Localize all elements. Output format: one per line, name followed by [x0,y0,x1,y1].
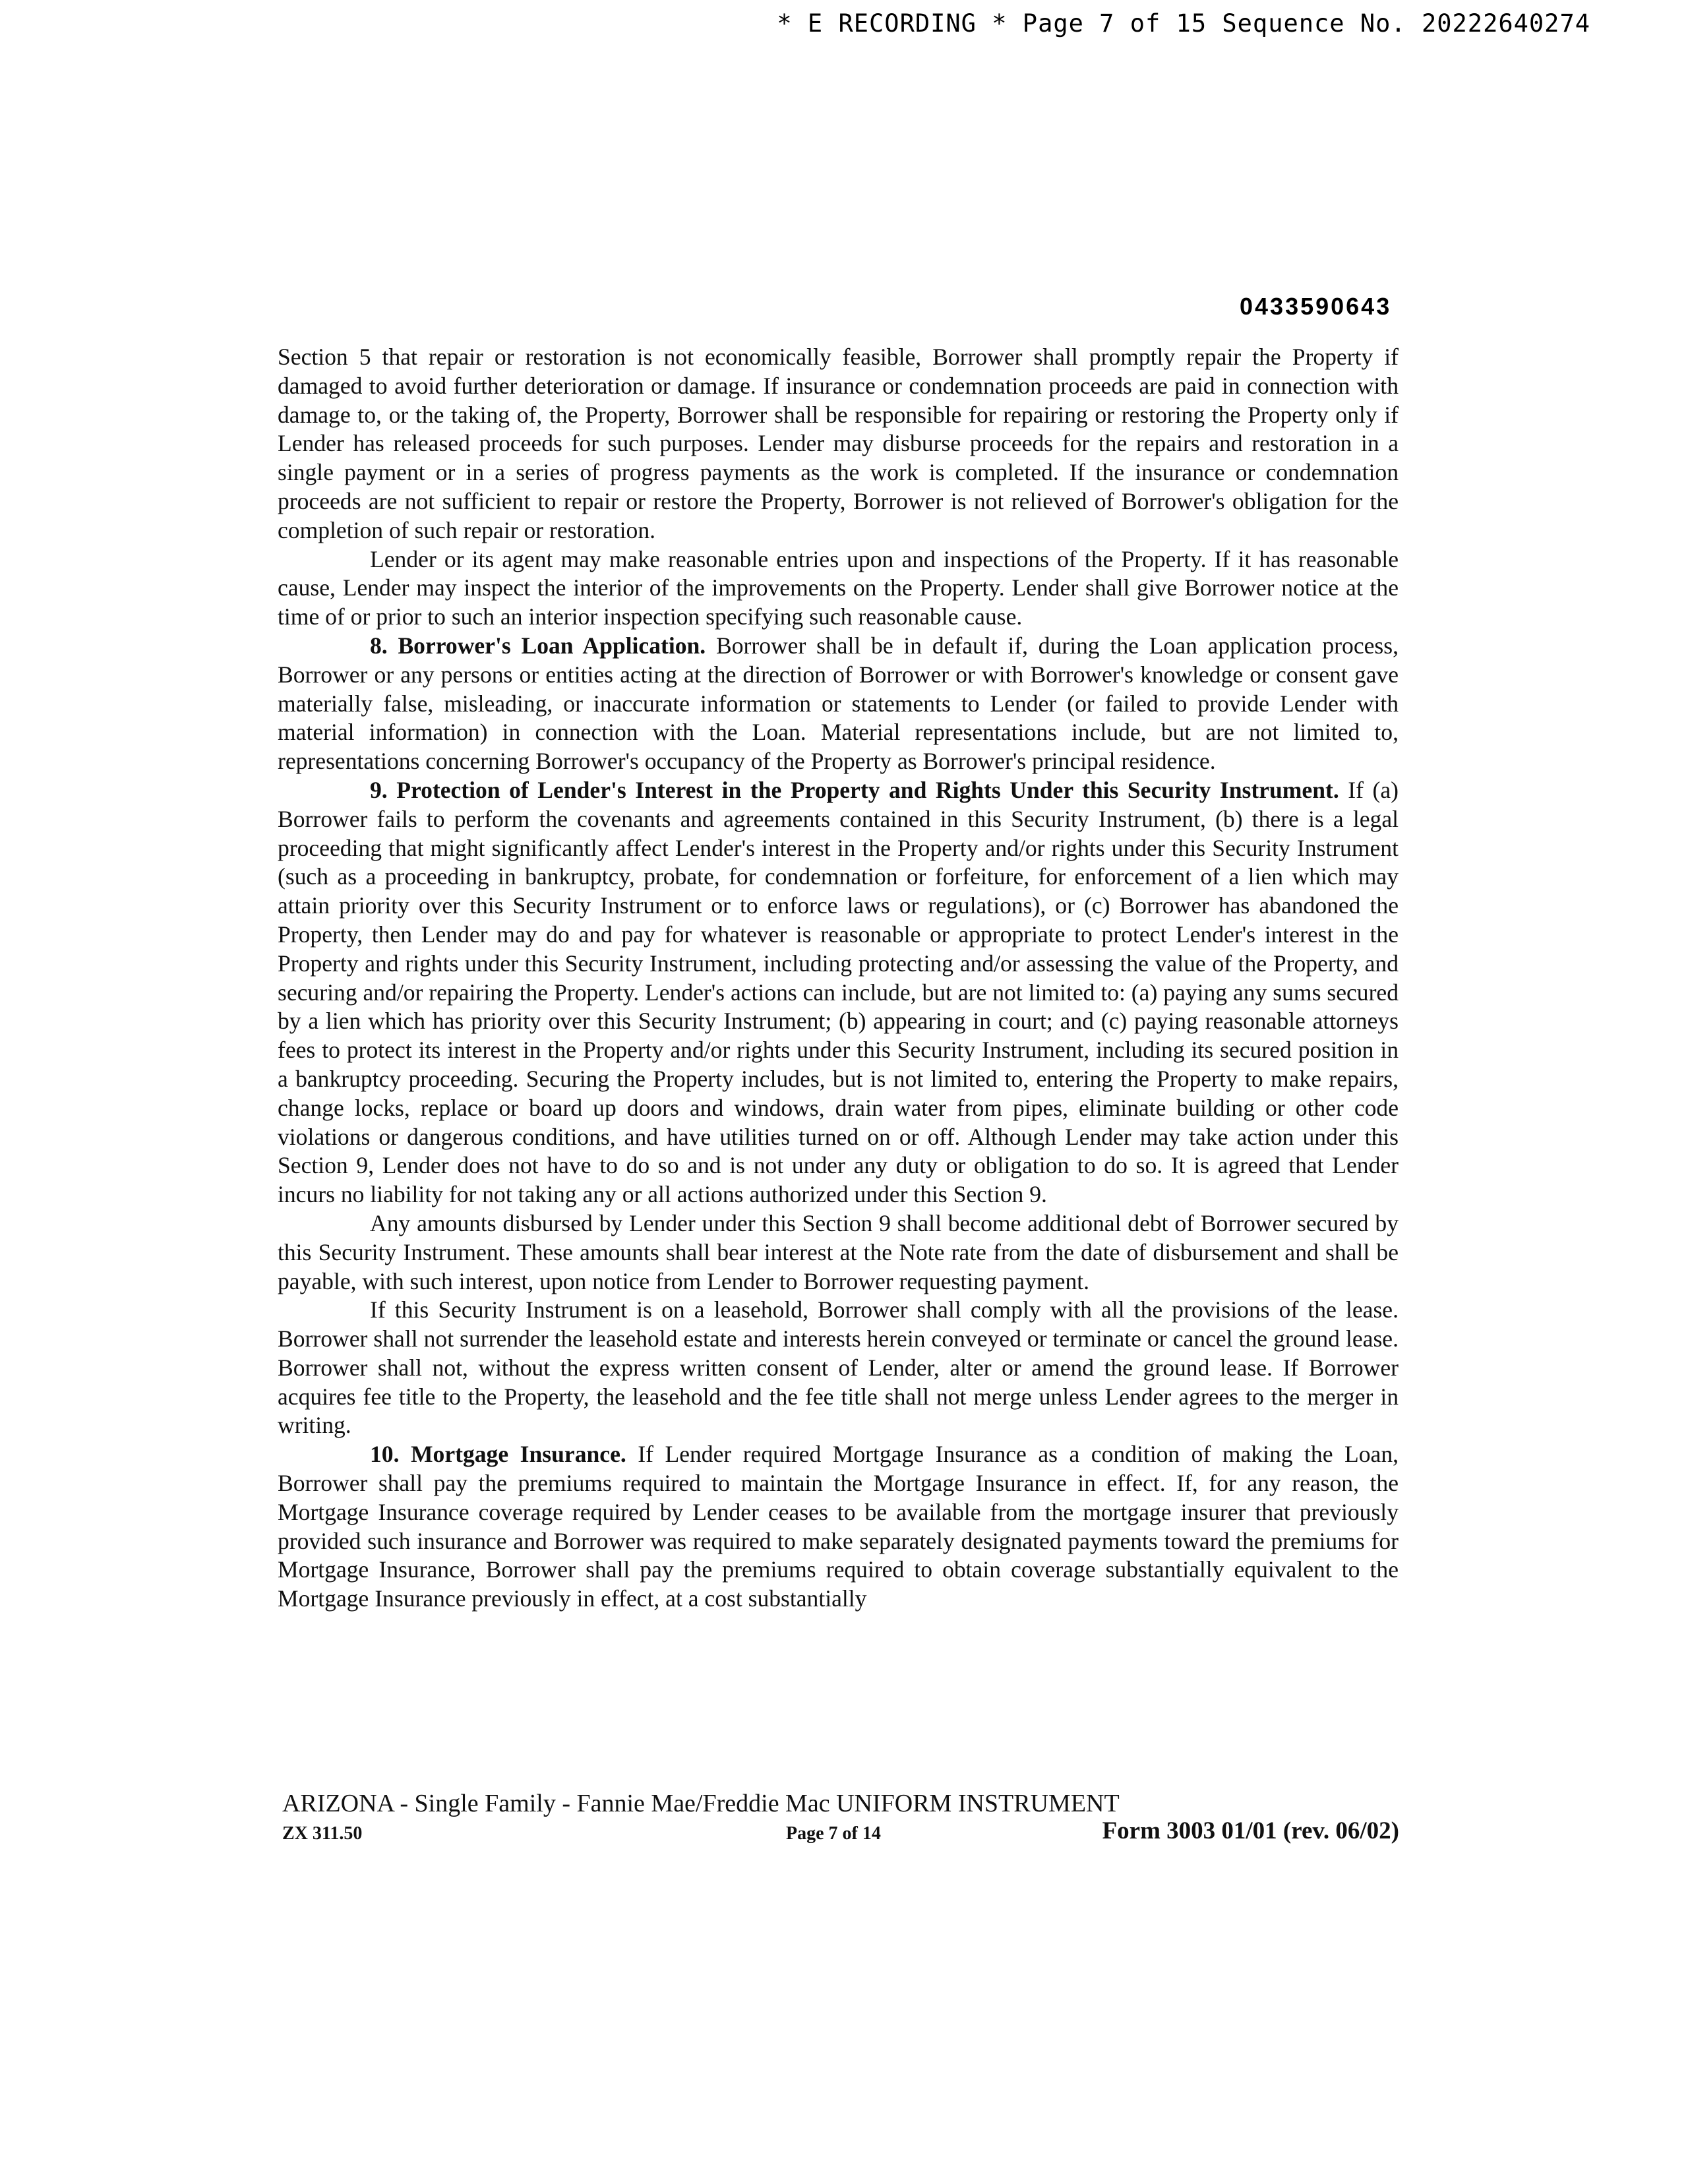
recording-header: * E RECORDING * Page 7 of 15 Sequence No. 20222640274 [777,9,1590,38]
footer-form-number: Form 3003 01/01 (rev. 06/02) [1102,1817,1399,1844]
paragraph-text: Borrower shall be in default if, during the Loan application process, Borrower or any persons or entities acting at the direction of Borrower or with Borrower's knowledge or consent gave materially false, misleading, or inaccurate information or statements to Lender (or failed to provide Lender with material information) in connection with the Loan. Material representations include, but are not limited to, representations concerning Borrower's occupancy of the Property as Borrower's principal residence. [278,632,1399,775]
paragraph-inspection [278,545,1399,632]
document-body [278,343,1399,1614]
paragraph-section-8 [278,632,1399,776]
section-heading: 9. Protection of Lender's Interest in the Property and Rights Under this Security Instrument. [370,776,1339,803]
paragraph-amounts-disbursed [278,1209,1399,1296]
footer-form-code: ZX 311.50 [282,1823,363,1844]
paragraph-section-5-continuation [278,343,1399,545]
footer-page-number: Page 7 of 14 [786,1823,881,1844]
footer-row [282,1819,1399,1849]
paragraph-leasehold [278,1296,1399,1440]
paragraph-text: If (a) Borrower fails to perform the covenants and agreements contained in this Security Instrument, (b) there is a legal proceeding that might significantly affect Lender's interest in the Property and/or rights under this Security Instrument (such as a proceeding in bankruptcy, probate, for condemnation or forfeiture, for enforcement of a lien which may attain priority over this Security Instrument or to enforce laws or regulations), or (c) Borrower has abandoned the Property, then Lender may do and pay for whatever is reasonable or appropriate to protect Lender's interest in the Property and rights under this Security Instrument, including protecting and/or assessing the value of the Property, and securing and/or repairing the Property. Lender's actions can include, but are not limited to: (a) paying any sums secured by a lien which has priority over this Security Instrument; (b) appearing in court; and (c) paying reasonable attorneys fees to protect its interest in the Property and/or rights under this Security Instrument, including its secured position in a bankruptcy proceeding. Securing the Property includes, but is not limited to, entering the Property to make repairs, change locks, replace or board up doors and windows, drain water from pipes, eliminate building or other code violations or dangerous conditions, and have utilities turned on or off. Although Lender may take action under this Section 9, Lender does not have to do so and is not under any duty or obligation to do so. It is agreed that Lender incurs no liability for not taking any or all actions authorized under this Section 9. [278,776,1399,1208]
paragraph-text: If this Security Instrument is on a leasehold, Borrower shall comply with all the provisions of the lease. Borrower shall not surrender the leasehold estate and interests herein conveyed or terminate or cancel the ground lease. Borrower shall not, without the express written consent of Lender, alter or amend the ground lease. If Borrower acquires fee title to the Property, the leasehold and the fee title shall not merge unless Lender agrees to the merger in writing. [278,1296,1399,1439]
paragraph-section-9 [278,776,1399,1209]
paragraph-section-10 [278,1440,1399,1614]
footer-title: ARIZONA - Single Family - Fannie Mae/Freddie Mac UNIFORM INSTRUMENT [282,1790,1120,1817]
paragraph-text: Any amounts disbursed by Lender under this Section 9 shall become additional debt of Borrower secured by this Security Instrument. These amounts shall bear interest at the Note rate from the date of disbursement and shall be payable, with such interest, upon notice from Lender to Borrower requesting payment. [278,1209,1399,1294]
section-heading: 8. Borrower's Loan Application. [370,632,706,659]
page-footer [282,1788,1399,1849]
paragraph-text: If Lender required Mortgage Insurance as a condition of making the Loan, Borrower shall pay the premiums required to maintain the Mortgage Insurance in effect. If, for any reason, the Mortgage Insurance coverage required by Lender ceases to be available from the mortgage insurer that previously provided such insurance and Borrower was required to make separately designated payments toward the premiums for Mortgage Insurance, Borrower shall pay the premiums required to obtain coverage substantially equivalent to the Mortgage Insurance previously in effect, at a cost substantially [278,1441,1399,1612]
paragraph-text: Lender or its agent may make reasonable entries upon and inspections of the Property. If it has reasonable cause, Lender may inspect the interior of the improvements on the Property. Lender shall give Borrower notice at the time of or prior to such an interior inspection specifying such reasonable cause. [278,545,1399,630]
section-heading: 10. Mortgage Insurance. [370,1441,626,1468]
paragraph-text: Section 5 that repair or restoration is not economically feasible, Borrower shall promptly repair the Property if damaged to avoid further deterioration or damage. If insurance or condemnation proceeds are paid in connection with damage to, or the taking of, the Property, Borrower shall be responsible for repairing or restoring the Property only if Lender has released proceeds for such purposes. Lender may disburse proceeds for the repairs and restoration in a single payment or in a series of progress payments as the work is completed. If the insurance or condemnation proceeds are not sufficient to repair or restore the Property, Borrower is not relieved of Borrower's obligation for the completion of such repair or restoration. [278,344,1399,543]
loan-number: 0433590643 [1240,293,1392,320]
